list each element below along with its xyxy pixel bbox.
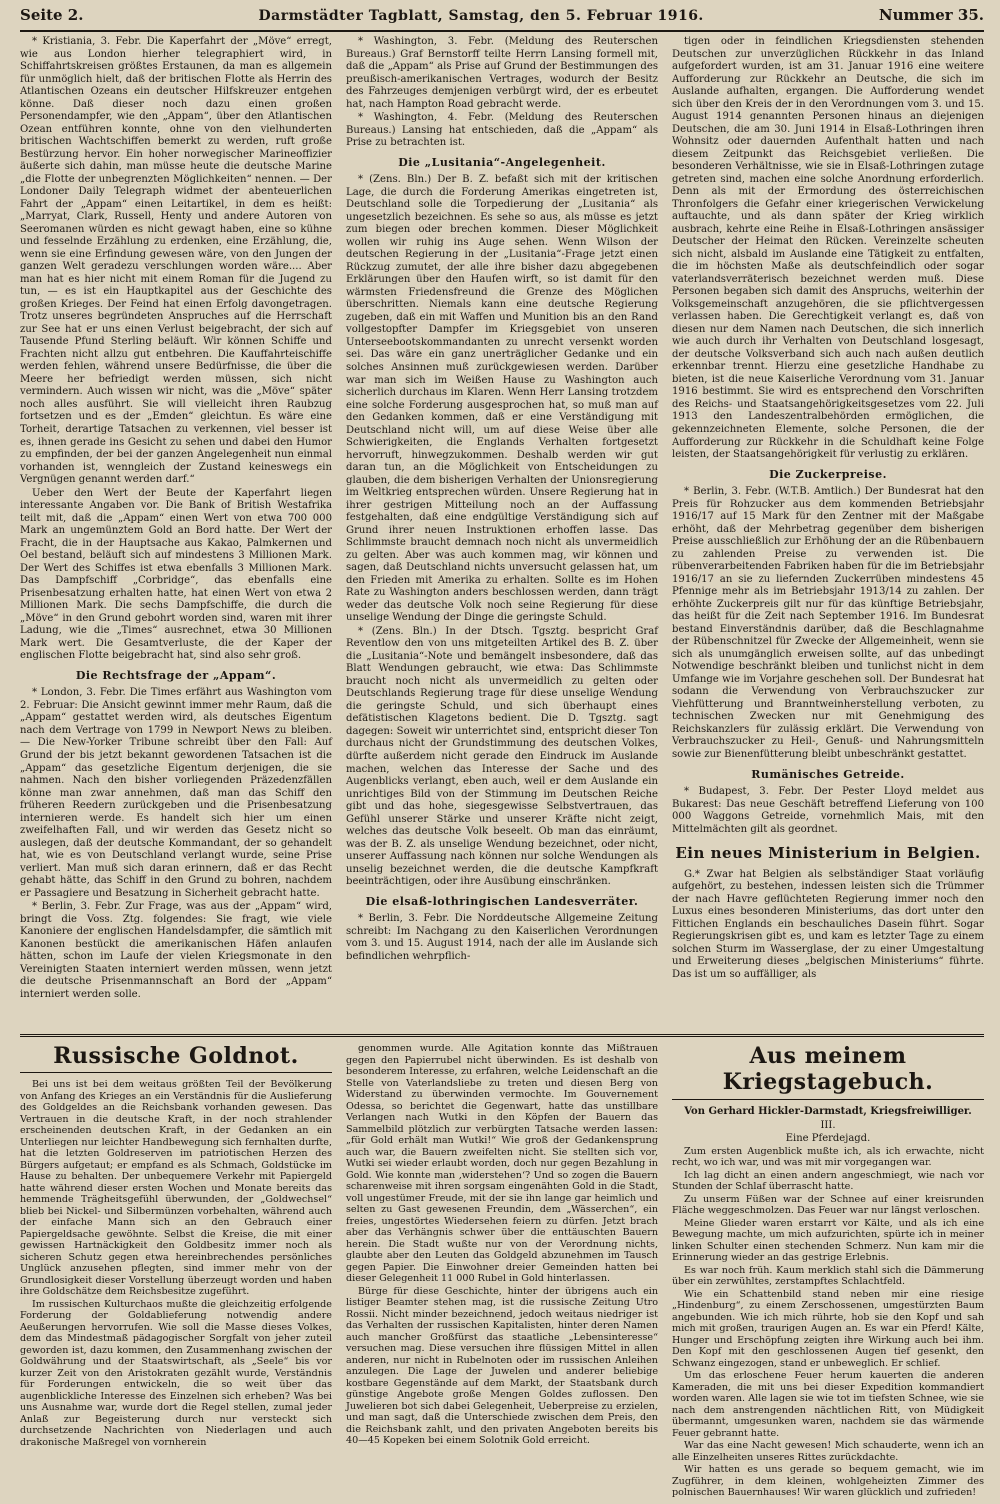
tagebuch-p7: Um das erloschene Feuer herum kauerten die anderen Kameraden, die mit uns bei dieser Expedition kommandiert worden waren. Alle lagen sie wie tot im tiefsten Schnee, wie sie nach dem anstrengenden nächtlichen Ritt, von Müdigkeit übermannt, umgesunken waren, nachdem sie das wärmende Feuer gebrannt hatte. xyxy=(672,1370,984,1439)
column-2 xyxy=(346,36,658,1030)
heading-rechtsfrage: Die Rechtsfrage der „Appam“. xyxy=(75,668,277,682)
tagebuch-p6: Wie ein Schattenbild stand neben mir eine riesige „Hindenburg“, zu einem Zerschossenen, umgestürzten Baum angebunden. Wie ich mich rührte, hob sie den Kopf und sah mich mit großen, traurigen Augen an. Es war ein Pferd! Kälte, Hunger und Erschöpfung zeigten ihre Wirkung auch bei ihm. Den Kopf mit den geschlossenen Augen tief gesenkt, den Schwanz eingezogen, stand er unbeweglich. Er schlief. xyxy=(672,1288,984,1369)
heading-belgien: Ein neues Ministerium in Belgien. xyxy=(675,844,981,863)
column-1 xyxy=(20,36,332,1030)
goldnot-p4: Bürge für diese Geschichte, hinter der übrigens auch ein listiger Beamter stehen mag, ist die russische Zeitung Utro Rossii. Nicht minder bezeichnend, jedoch weitaus niedriger ist das Verhalten der russischen Kapitalisten, hinter deren Namen auch mancher Großfürst das staatliche „Lebensinteresse“ versuchen mag. Diese versuchen ihre flüssigen Mittel in allen anderen, nur nicht in Rubelnoten oder im russischen Anleihen anzulegen. Die Lage der Juwelen und anderer beliebige kostbare Gegenstände auf dem Markt, der Staatsbank durch günstige Angebote große Mengen Goldes zuflossen. Den Juwelieren bot sich dabei Gelegenheit, Ueberpreise zu erzielen, und man sagt, daß die Unterschiede zwischen dem Preis, den die Reichsbank zahlt, und den privaten Angeboten bereits bis 40—45 Kopeken bei einem Solotnik Gold erreicht. xyxy=(346,1285,658,1446)
tagebuch-p9: Wir hatten es uns gerade so bequem gemacht, wie im Zugführer, in dem kleinen, wohlgeheizten Zimmer des polnischen Bauernhauses! Wir waren glücklich und zufrieden! xyxy=(672,1464,984,1499)
article-landesverraeter: * Berlin, 3. Febr. Die Norddeutsche Allgemeine Zeitung schreibt: Im Nachgang zu den Kaiserlichen Verordnungen vom 3. und 15. August 1914, nach der alle im Auslande sich befindlichen wehrpflich- xyxy=(346,913,658,962)
article-beute: Ueber den Wert der Beute der Kaperfahrt liegen interessante Angaben vor. Die Bank of British Westafrika teilt mit, daß die „Appam“ einen Wert von etwa 700 000 Mark an ungemünztem Gold an Bord hatte. Der Wert der Fracht, die in der Hauptsache aus Kakao, Palmkernen und Oel bestand, beläuft sich auf mindestens 3 Millionen Mark. Der Wert des Schiffes ist etwa ebenfalls 3 Millionen Mark. Das Dampfschiff „Corbridge“, das ebenfalls eine Prisenbesatzung erhalten hatte, hat einen Wert von etwa 2 Millionen Mark. Die sechs Dampfschiffe, die durch die „Möve“ in den Grund gebohrt worden sind, waren mit ihrer Ladung, wie die „Times“ ausrechnet, etwa 30 Millionen Mark wert. Die Gesamtverluste, die der Kaper der englischen Flotte beigebracht hat, sind also sehr groß. xyxy=(20,487,332,662)
feuilleton-left xyxy=(20,1043,332,1500)
article-landesverraeter-cont: tigen oder in feindlichen Kriegsdiensten stehenden Deutschen zur unverzüglichen Rückkehr in das Inland aufgefordert wurden, ist am 31. Januar 1916 eine weitere Aufforderung zur Rückkehr an Deutsche, die sich im Auslande aufhalten, ergangen. Die Aufforderung wendet sich über den Kreis der in den Verordnungen vom 3. und 15. August 1914 genannten Personen hinaus an diejenigen Deutschen, die am 30. Juni 1914 in Elsaß-Lothringen ihren Wohnsitz oder dauernden Aufenthalt hatten und nach diesem Zeitpunkt das Reichsgebiet verließen. Die besonderen Verhältnisse, wie sie in Elsaß-Lothringen zutage getreten sind, machen eine solche Anordnung erforderlich. Denn als mit der Ermordung des österreichischen Thronfolgers die Gefahr einer kriegerischen Verwickelung auftauchte, und als dann später der Krieg wirklich ausbrach, kehrte eine Reihe in Elsaß-Lothringen ansässiger Deutscher der Heimat den Rücken. Vereinzelte scheuten sich nicht, alsbald im Auslande eine Tätigkeit zu entfalten, die im höchsten Maße als deutschfeindlich oder sogar vaterlandsverräterisch bezeichnet werden muß. Diese Personen begaben sich damit des Anspruchs, weiterhin der Volksgemeinschaft anzugehören, die sie pflichtvergessen verlassen haben. Die Gerechtigkeit verlangt es, daß von diesen nur dem Namen nach Deutschen, die sich innerlich wie auch durch ihr Verhalten von Deutschland losgesagt, der deutsche Volksverband sich auch nach außen deutlich erkennbar trennt. Hierzu eine gesetzliche Handhabe zu bieten, ist die neue Kaiserliche Verordnung vom 31. Januar 1916 bestimmt. Sie wird es entsprechend den Vorschriften des Reichs- und Staatsangehörigkeitsgesetzes vom 22. Juli 1913 den Landeszentralbehörden ermöglichen, die gekennzeichneten Elemente, solche Personen, die der Aufforderung zur Rückkehr in die Schuldhaft keine Folge leisten, der Staatsangehörigkeit für verlustig zu erklären. xyxy=(672,36,984,461)
section-divider xyxy=(20,1034,984,1037)
article-lusitania-2: * (Zens. Bln.) In der Dtsch. Tgsztg. bespricht Graf Reventlow den von uns mitgeteilten Artikel des B. Z. über die „Lusitania“-Note und bemängelt insbesondere, daß das Blatt Wendungen gebraucht, wie etwa: Das Schlimmste braucht noch nicht als unvermeidlich zu gelten oder Deutschlands Regierung trage für diese unselige Wendung die geringste Schuld, und sich überhaupt eines defätistischen Klagetons bedient. Die D. Tgsztg. sagt dagegen: Soweit wir unterrichtet sind, entspricht dieser Ton durchaus nicht der Grundstimmung des deutschen Volkes, dürfte außerdem nicht gerade den Eindruck im Auslande machen, welchen das Interesse der Sache und des Augenblicks verlangt, eben auch, weil er dem Auslande ein unrichtiges Bild von der Stimmung im Deutschen Reiche gibt und das hohe, siegesgewisse Selbstvertrauen, das Gefühl unserer Stärke und unserer Kräfte nicht zeigt, welches das deutsche Volk beseelt. Ob man das einräumt, was der B. Z. als unselige Wendung bezeichnet, oder nicht, unserer Auffassung nach können nur solche Wendungen als unselig bezeichnet werden, die die deutsche Kampfkraft beeinträchtigen, oder ihre Ausübung einschränken. xyxy=(346,625,658,888)
title-kriegstagebuch: Aus meinem Kriegstagebuch. xyxy=(672,1043,984,1100)
heading-getreide: Rumänisches Getreide. xyxy=(751,767,905,781)
article-washington-4: * Washington, 4. Febr. (Meldung des Reuterschen Bureaus.) Lansing hat entschieden, daß die „Appam“ als Prise zu betrachten ist. xyxy=(346,112,658,149)
article-berlin-appam: * Berlin, 3. Febr. Zur Frage, was aus der „Appam“ wird, bringt die Voss. Ztg. folgendes: Sie fragt, wie viele Kanoniere der englischen Handelsdampfer, die sämtlich mit Kanonen bestückt die amerikanischen Häfen anlaufen hätten, schon im Laufe der vielen Kriegsmonate in den Vereinigten Staaten interniert werden müssen, wenn jetzt die deutsche Prisenmannschaft an Bord der „Appam“ interniert werden solle. xyxy=(20,901,332,1000)
upper-section xyxy=(20,32,984,1030)
feuilleton-middle xyxy=(346,1043,658,1500)
article-washington-3: * Washington, 3. Febr. (Meldung des Reuterschen Bureaus.) Graf Bernstorff teilte Herrn Lansing formell mit, daß die „Appam“ als Prise auf Grund der Bestimmungen des preußisch-amerikanischen Vertrages, wodurch der Besitz des Fahrzeuges demjenigen verbürgt wird, der es erbeutet hat, nach Hampton Road gebracht werde. xyxy=(346,36,658,110)
feuilleton-right xyxy=(672,1043,984,1500)
article-lusitania-1: * (Zens. Bln.) Der B. Z. befaßt sich mit der kritischen Lage, die durch die Forderung Amerikas eingetreten ist, Deutschland solle die Torpedierung der „Lusitania“ als ungesetzlich bezeichnen. Es sehe so aus, als müsse es jetzt zum biegen oder brechen kommen. Dieser Möglichkeit wollen wir ruhig ins Auge sehen. Wenn Wilson der deutschen Regierung in der „Lusitania“-Frage jetzt einen Rückzug zumutet, der alle ihre bisher dazu abgegebenen Erklärungen über den Haufen wirft, so ist damit für den wärmsten Friedensfreund die Grenze des Möglichen überschritten. Niemals kann eine deutsche Regierung zugeben, daß ein mit Waffen und Munition bis an den Rand vollgestopfter Dampfer im Kriegsgebiet von unseren Unterseebootskommandanten zu unrecht versenkt worden sei. Das wäre ein ganz unerträglicher Gedanke und ein solches Ansinnen muß zurückgewiesen werden. Darüber war man sich im Weißen Hause zu Washington auch sicherlich durchaus im Klaren. Wenn Herr Lansing trotzdem eine solche Forderung ausgesprochen hat, so muß man auf den Gedanken kommen, daß er eine Verständigung mit Deutschland nicht will, um auf diese Weise über alle Schwierigkeiten, die Englands Verhalten fortgesetzt hervorruft, hinwegzukommen. Deshalb werden wir gut daran tun, an die Möglichkeit von Entscheidungen zu glauben, die dem bisherigen Verhalten der Unionsregierung im Weltkrieg entsprechen würden. Unsere Regierung hat in ihrer gestrigen Mitteilung noch an der Auffassung festgehalten, daß eine endgültige Verständigung sich auf Grund ihrer neuen Instruktionen erhoffen lasse. Das Schlimmste braucht demnach noch nicht als unvermeidlich zu gelten. Aber was auch kommen mag, wir können und sagen, daß Deutschland nichts unversucht gelassen hat, um den Frieden mit Amerika zu erhalten. Sollte es im Hohen Rate zu Washington anders beschlossen werden, dann trägt weder das deutsche Volk noch seine Regierung für diese unselige Wendung der Dinge die geringste Schuld. xyxy=(346,174,658,624)
tagebuch-p1: Zum ersten Augenblick mußte ich, als ich erwachte, nicht recht, wo ich war, und was mit mir vorgegangen war. xyxy=(672,1145,984,1169)
column-3 xyxy=(672,36,984,1030)
article-belgien: G.* Zwar hat Belgien als selbständiger Staat vorläufig aufgehört, zu bestehen, indessen leisten sich die Trümmer der nach Havre geflüchteten Regierung immer noch den Luxus eines besonderen Ministeriums, das dort unter den Fittichen Englands ein beschauliches Dasein führt. Sogar Regierungskrisen gibt es, und kam es letzter Tage zu einem solchen Sturm im Wasserglase, der zu einer Umgestaltung und Erweiterung dieses „belgischen Ministeriums“ führte. Das ist um so auffälliger, als xyxy=(672,868,984,980)
tagebuch-p3: Zu unserm Füßen war der Schnee auf einer kreisrunden Fläche weggeschmolzen. Das Feuer war nur längst verloschen. xyxy=(672,1193,984,1217)
article-zuckerpreise: * Berlin, 3. Febr. (W.T.B. Amtlich.) Der Bundesrat hat den Preis für Rohzucker aus dem kommenden Betriebsjahr 1916/17 auf 15 Mark für den Zentner mit der Maßgabe erhöht, daß der Mehrbetrag gegenüber dem bisherigen Preise ausschließlich zur Erhöhung der an die Rübenbauern zu zahlenden Preise zu verwenden ist. Die rübenverarbeitenden Fabriken haben für die im Betriebsjahr 1916/17 an sie zu liefernden Zuckerrüben mindestens 45 Pfennige mehr als im Betriebsjahr 1913/14 zu zahlen. Der erhöhte Zuckerpreis gilt nur für das künftige Betriebsjahr, das heißt für die Zeit nach September 1916. Im Bundesrat bestand Einverständnis darüber, daß die Beschlagnahme der Rübenschnitzel für Zwecke der Allgemeinheit, wenn sie sich als unumgänglich erweisen sollte, auf das unbedingt Notwendige beschränkt bleiben und tunlichst nicht in dem Umfange wie im Vorjahre geschehen soll. Der Bundesrat hat sodann die Verwendung von Verbrauchszucker zur Viehfütterung und Branntweinherstellung verboten, zu technischen Zwecken nur mit Genehmigung des Reichskanzlers für zulässig erklärt. Die Verwendung von Verbrauchszucker zu Heil-, Genuß- und Nahrungsmitteln sowie zur Bienenfütterung bleibt unbeschränkt gestattet. xyxy=(672,486,984,760)
tagebuch-p5: Es war noch früh. Kaum merklich stahl sich die Dämmerung über ein zerwühltes, zerstampftes Schlachtfeld. xyxy=(672,1264,984,1288)
article-london: * London, 3. Febr. Die Times erfährt aus Washington vom 2. Februar: Die Ansicht gewinnt immer mehr Raum, daß die „Appam“ gestattet werden wird, als deutsches Eigentum nach dem Vertrage von 1799 in Newport News zu bleiben. — Die New-Yorker Tribune schreibt über den Fall: Auf Grund der bis jetzt bekannt gewordenen Tatsachen ist die „Appam“ das gesetzliche Eigentum derjenigen, die sie nahmen. Nach den bisher vorliegenden Präzedenzfällen könne man zwar annehmen, daß man das Schiff den früheren Reedern zurückgeben und die Prisenbesatzung internieren werde. Es handelt sich hier um einen zweifelhaften Fall, und wir werden das Gesetz nicht so auslegen, daß der deutsche Kommandant, der so gehandelt hat, wie es von Deutschland verlangt wurde, seine Prise verliert. Man muß sich daran erinnern, daß er das Recht gehabt hätte, das Schiff in den Grund zu bohren, nachdem er Passagiere und Besatzung in Sicherheit gebracht hatte. xyxy=(20,687,332,899)
article-getreide: * Budapest, 3. Febr. Der Pester Lloyd meldet aus Bukarest: Das neue Geschäft betreffend Lieferung von 100 000 Waggons Getreide, vornehmlich Mais, mit den Mittelmächten gilt als geordnet. xyxy=(672,786,984,835)
article-kristiania: * Kristiania, 3. Febr. Die Kaperfahrt der „Möve“ erregt, wie aus London hierher telegraphiert wird, in Schiffahrtskreisen größtes Erstaunen, da man es allgemein für unmöglich hielt, daß der britischen Flotte als Herrin des Atlantischen Ozeans ein deutscher Hilfskreuzer entgehen könne. Daß dieser noch dazu einen großen Personendampfer, wie den „Appam“, über den Atlantischen Ozean entführen konnte, ohne von den vielhunderten britischen Wachtschiffen bemerkt zu werden, ruft große Bestürzung hervor. Ein hoher norwegischer Marineoffizier äußerte sich dahin, man müsse heute die deutsche Marine „die Flotte der unbegrenzten Möglichkeiten“ nennen. — Der Londoner Daily Telegraph widmet der abenteuerlichen Fahrt der „Appam“ einen Leitartikel, in dem es heißt: „Marryat, Clark, Russell, Henty und andere Autoren von Seeromanen würden es nicht gewagt haben, eine so kühne und fesselnde Erzählung zu erdenken, eine Erzählung, die, wenn sie eine Erfindung gewesen wäre, von den Jungen der ganzen Welt geradezu verschlungen worden wäre.... Aber man hat es hier nicht mit einem Roman für die Jugend zu tun, — es ist ein Hauptkapitel aus der Geschichte des großen Krieges. Der Feind hat einen Erfolg davongetragen. Trotz unseres begründeten Anspruches auf die Herrschaft zur See hat er uns einen Verlust beigebracht, der sich auf Tausende Pfund Sterling beläuft. Wir können Schiffe und Frachten nicht allzu gut entbehren. Die Kauffahrteischiffe werden fehlen, während unsere Bedürfnisse, die über die Meere her befriedigt werden müssen, sich nicht vermindern. Auch wissen wir nicht, was die „Möve“ später noch alles ausführt. Sie will vielleicht ihren Raubzug fortsetzen und es der „Emden“ gleichtun. Es wäre eine Torheit, derartige Tatsachen zu verkennen, viel besser ist es, ihnen gerade ins Gesicht zu sehen und dabei den Humor zu empfinden, der bei der ganzen Angelegenheit nun einmal vorhanden ist, wenngleich der Zustand keineswegs ein Vergnügen genannt werden darf.“ xyxy=(20,36,332,486)
tagebuch-p8: War das eine Nacht gewesen! Mich schauderte, wenn ich an alle Einzelheiten unseres Rittes zurückdachte. xyxy=(672,1440,984,1463)
title-goldnot: Russische Goldnot. xyxy=(20,1043,332,1073)
heading-landesverraeter: Die elsaß-lothringischen Landesverräter. xyxy=(365,894,639,908)
goldnot-p2: Im russischen Kulturchaos mußte die gleichzeitig erfolgende Forderung der Goldablieferung notwendig andere Aeußerungen hervorrufen. Wie soll die Masse dieses Volkes, dem das Mindestmaß pädagogischer Sorgfalt von jeher zuteil geworden ist, dazu kommen, den Zusammenhang zwischen der Goldwährung und der Staatswirtschaft, als „Seele“ bis vor kurzer Zeit von den Aristokraten gezählt wurde, Verständnis für Forderungen entwickeln, die so weit über das augenblickliche Interesse des Einzelnen sich erheben? Was bei uns Ausnahme war, wurde dort die Regel stellen, zumal jeder Anlaß zur Begeisterung durch nur versteckt sich durchsetzende Nachrichten von Niederlagen und auch drakonische Maßregel von vornherein xyxy=(20,1298,332,1448)
masthead: Darmstädter Tagblatt, Samstag, den 5. Februar 1916. xyxy=(258,8,704,24)
heading-zuckerpreise: Die Zuckerpreise. xyxy=(769,467,887,481)
tagebuch-p2: Ich lag dicht an einen andern angeschmiegt, wie nach vor Stunden der Schlaf überrascht hatte. xyxy=(672,1169,984,1193)
heading-lusitania: Die „Lusitania“-Angelegenheit. xyxy=(398,155,606,169)
feuilleton-section xyxy=(20,1043,984,1499)
tagebuch-p4: Meine Glieder waren erstarrt vor Kälte, und als ich eine Bewegung machte, um mich aufzurichten, spürte ich in meiner linken Schulter einen stechenden Schmerz. Nun kam mir die Erinnerung wieder an das gestrige Erlebnis. xyxy=(672,1217,984,1264)
byline: Von Gerhard Hickler-Darmstadt, Kriegsfreiwilliger. xyxy=(684,1105,972,1117)
subtitle-pferdejagd: Eine Pferdejagd. xyxy=(785,1132,871,1144)
page-number: Seite 2. xyxy=(20,6,84,24)
goldnot-p3: genommen wurde. Alle Agitation konnte das Mißtrauen gegen den Papierrubel nicht überwinden. Es ist deshalb von besonderem Interesse, zu erfahren, welche Leidenschaft an die Stelle von Vaterlandsliebe zu treten und diesen Berg von Widerstand zu überwinden vermochte. Im Gouvernement Odessa, so berichtet die Gegenwart, hatte das unstillbare Verlangen nach Wutki in den Köpfen der Bauern das Sammelbild plötzlich zur verbürgten Tatsache werden lassen: „für Gold erhält man Wutki!“ Wie groß der Gedankensprung auch war, die Bauern zweifelten nicht. Sie stellten sich vor, Wutki sei wieder erlaubt worden, doch nur gegen Bezahlung in Gold. Wie konnte man ‚widerstehen‘? Und so zogen die Bauern scharenweise mit ihren sorgsam eingenähten Gold in die Stadt, voll ungestümer Freude, mit der sie ihn lange gar heimlich und selten zu Gast gewesenen Freundin, dem „Wässerchen“, ein freies, ungestörtes Wiedersehen feiern zu dürfen. Jetzt brach aber das Verhängnis schwer über die enttäuschten Bauern herein. Die Stadt wußte nur von der Verordnung nichts, glaubte aber den Leuten das Goldgeld abzunehmen im Tausch gegen Papier. Die Einwohner dreier Gemeinden hatten bei dieser Gelegenheit 11 000 Rubel in Gold hinterlassen. xyxy=(346,1043,658,1284)
goldnot-p1: Bei uns ist bei dem weitaus größten Teil der Bevölkerung von Anfang des Krieges an ein Verständnis für die Auslieferung des Goldgeldes an die Reichsbank vorhanden gewesen. Das Vertrauen in die deutsche Kraft, in der noch strahlender erscheinenden deutschen Kraft, in der Gedanken an ein Unterliegen nur leichter Handbewegung sich fernhalten durfte, hat die letzten Goldreserven im patriotischen Herzen des Bürgers aufgetaut; er empfand es als Schmach, Goldstücke im Hause zu behalten. Der unbequemere Verkehr mit Papiergeld hatte während dieser ersten Wochen und Monate bereits das hemmende Trägheitsgefühl überwunden, der „Goldwechsel“ blieb bei Nickel- und Silbermünzen vorbehalten, während auch der einfache Mann sich an den Gebrauch einer Papiergeldsache gewöhnte. Selbst die Kreise, die mit einer gewissen Hartnäckigkeit den Goldbesitz immer noch als sicheren Schutz gegen etwa hereinbrechendes persönliches Unglück anzusehen pflegten, sind immer mehr von der Grundlosigkeit dieser Vorstellung überzeugt worden und haben ihre Goldschätze dem Reichsbesitze zugeführt. xyxy=(20,1079,332,1298)
page-header xyxy=(20,6,984,32)
issue-number: Nummer 35. xyxy=(878,6,984,24)
part-number: III. xyxy=(820,1119,836,1131)
